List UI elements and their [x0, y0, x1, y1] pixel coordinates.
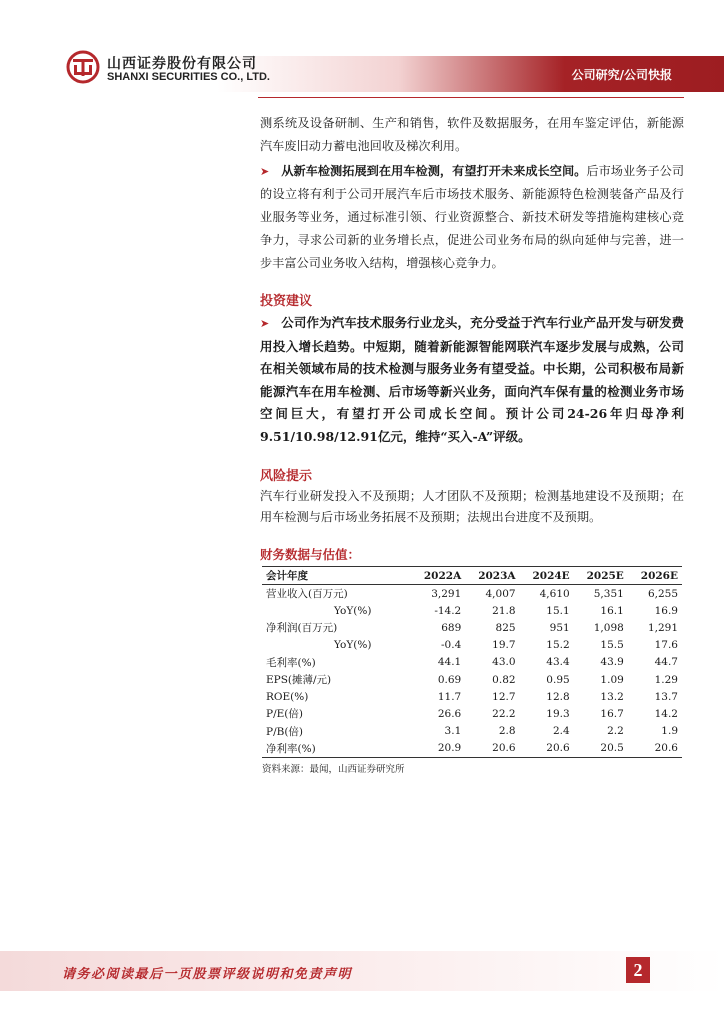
row-label: P/B(倍) — [266, 725, 304, 738]
table-cell: 43.4 — [546, 656, 570, 669]
bullet-bold-lead: 从新车检测拓展到在用车检测，有望打开未来成长空间。 — [281, 164, 587, 178]
table-cell: 3.1 — [444, 725, 462, 738]
footer-disclaimer: 请务必阅读最后一页股票评级说明和免责声明 — [62, 967, 353, 982]
table-cell: 43.0 — [492, 656, 516, 669]
table-cell: 15.1 — [546, 604, 570, 617]
header-divider — [258, 97, 684, 98]
table-cell: 4,610 — [539, 587, 570, 600]
table-row — [262, 723, 682, 740]
table-header-cell: 2026E — [628, 567, 682, 585]
table-cell: 20.6 — [628, 740, 682, 758]
table-cell: 20.6 — [520, 740, 574, 758]
table-row — [262, 705, 682, 722]
row-label: ROE(%) — [266, 690, 309, 703]
report-type: 公司研究/公司快报 — [571, 68, 672, 82]
table-cell: 17.6 — [654, 639, 678, 652]
table-cell: 2.2 — [607, 725, 624, 738]
table-cell: 44.1 — [437, 656, 462, 669]
table-cell: 4,007 — [485, 587, 516, 600]
table-row — [262, 671, 682, 688]
table-cell: 15.2 — [546, 639, 570, 652]
main-text — [260, 112, 684, 275]
table-cell: 0.82 — [492, 673, 516, 686]
table-cell: 19.3 — [546, 707, 570, 720]
table-cell: 0.69 — [437, 673, 462, 686]
row-label: 净利率(%) — [262, 740, 411, 758]
row-label: YoY(%) — [334, 639, 372, 652]
row-label: P/E(倍) — [266, 708, 303, 721]
table-cell: 0.95 — [546, 673, 570, 686]
table-cell: 1.09 — [600, 673, 624, 686]
table-header-cell: 2025E — [574, 567, 628, 585]
risk-block — [260, 486, 684, 528]
table-header-cell: 2024E — [520, 567, 574, 585]
intro-paragraph: 测系统及设备研制、生产和销售，软件及数据服务，在用车鉴定评估，新能源汽车废旧动力蓄电池回收及梯次利用。 — [260, 116, 684, 153]
table-cell: 22.2 — [492, 707, 516, 720]
bullet-arrow-icon: ➤ — [260, 165, 270, 178]
table-cell: 1.9 — [661, 725, 678, 738]
financial-table — [262, 566, 682, 758]
table-cell: 16.7 — [600, 707, 624, 720]
table-cell: 1,098 — [593, 621, 624, 634]
table-row — [262, 637, 682, 654]
table-cell: 20.5 — [574, 740, 628, 758]
table-cell: 6,255 — [647, 587, 678, 600]
table-row — [262, 602, 682, 619]
table-row — [262, 740, 682, 758]
row-label: 毛利率(%) — [266, 656, 316, 669]
table-cell: 5,351 — [593, 587, 624, 600]
investment-advice-block — [260, 312, 684, 448]
risk-title: 风险提示 — [260, 469, 313, 484]
table-cell: 12.8 — [546, 690, 570, 703]
investment-advice-title: 投资建议 — [260, 294, 313, 309]
table-cell: 44.7 — [654, 656, 678, 669]
risk-paragraph: 汽车行业研发投入不及预期；人才团队不及预期；检测基地建设不及预期；在用车检测与后市场业务拓展不及预期；法规出台进度不及预期。 — [260, 489, 684, 524]
table-row — [262, 654, 682, 671]
bullet-body-text: 后市场业务子公司的设立将有利于公司开展汽车后市场技术服务、新能源特色检测装备产品及行业服务等业务，通过标准引领、行业资源整合、新技术研发等措施构建核心竞争力，寻求公司新的业务增长点，促进公司业务布局的纵向延伸与完善，进一步丰富公司业务收入结构，增强核心竞争力。 — [260, 164, 685, 270]
table-header-cell: 2023A — [465, 567, 519, 585]
table-cell: 15.5 — [600, 639, 624, 652]
company-name-cn: 山西证券股份有限公司 — [107, 56, 257, 72]
table-cell: 2.8 — [498, 725, 516, 738]
page-number: 2 — [626, 957, 650, 983]
table-cell: 20.6 — [465, 740, 519, 758]
table-cell: 825 — [495, 621, 516, 634]
table-header-cell: 2022A — [411, 567, 465, 585]
investment-advice-text: 公司作为汽车技术服务行业龙头，充分受益于汽车行业产品开发与研发费用投入增长趋势。中短期，随着新能源智能网联汽车逐步发展与成熟，公司在相关领域布局的技术检测与服务业务有望受益。中长期，公司积极布局新能源汽车在用车检测、后市场等新兴业务，面向汽车保有量的检测业务市场空间巨大，有望打开公司成长空间。预计公司24-26年归母净利9.51/10.98/12.91亿元，维持“买入-A”评级。 — [260, 315, 684, 444]
table-header-row — [262, 567, 682, 585]
table-cell: 1,291 — [647, 621, 678, 634]
table-row — [262, 619, 682, 636]
table-cell: 20.9 — [411, 740, 465, 758]
row-label: YoY(%) — [334, 604, 372, 617]
table-cell: 26.6 — [437, 707, 462, 720]
row-label: EPS(摊薄/元) — [266, 674, 332, 687]
financial-table-title: 财务数据与估值： — [260, 547, 361, 562]
company-name-en: SHANXI SECURITIES CO., LTD. — [107, 71, 270, 83]
table-row — [262, 688, 682, 705]
bullet-arrow-icon: ➤ — [260, 317, 270, 330]
table-cell: -0.4 — [441, 639, 462, 652]
table-cell: 16.1 — [600, 604, 624, 617]
table-cell: 12.7 — [492, 690, 516, 703]
investment-advice-paragraph — [260, 312, 684, 448]
table-row — [262, 585, 682, 603]
table-cell: 2.4 — [552, 725, 570, 738]
table-cell: 21.8 — [492, 604, 516, 617]
table-cell: -14.2 — [434, 604, 462, 617]
table-cell: 951 — [549, 621, 570, 634]
table-cell: 19.7 — [492, 639, 516, 652]
shanxi-securities-logo-icon — [66, 50, 100, 84]
table-source: 资料来源：最闻，山西证券研究所 — [262, 764, 405, 775]
table-cell: 16.9 — [654, 604, 678, 617]
table-header-cell: 会计年度 — [262, 567, 411, 585]
table-cell: 13.7 — [654, 690, 678, 703]
table-cell: 3,291 — [431, 587, 462, 600]
table-cell: 14.2 — [654, 707, 678, 720]
row-label: 营业收入(百万元) — [266, 588, 348, 601]
table-cell: 43.9 — [600, 656, 624, 669]
table-cell: 11.7 — [437, 690, 462, 703]
bullet-paragraph — [260, 160, 684, 275]
table-cell: 13.2 — [600, 690, 624, 703]
table-cell: 689 — [441, 621, 462, 634]
table-cell: 1.29 — [654, 673, 678, 686]
row-label: 净利润(百万元) — [266, 622, 338, 635]
